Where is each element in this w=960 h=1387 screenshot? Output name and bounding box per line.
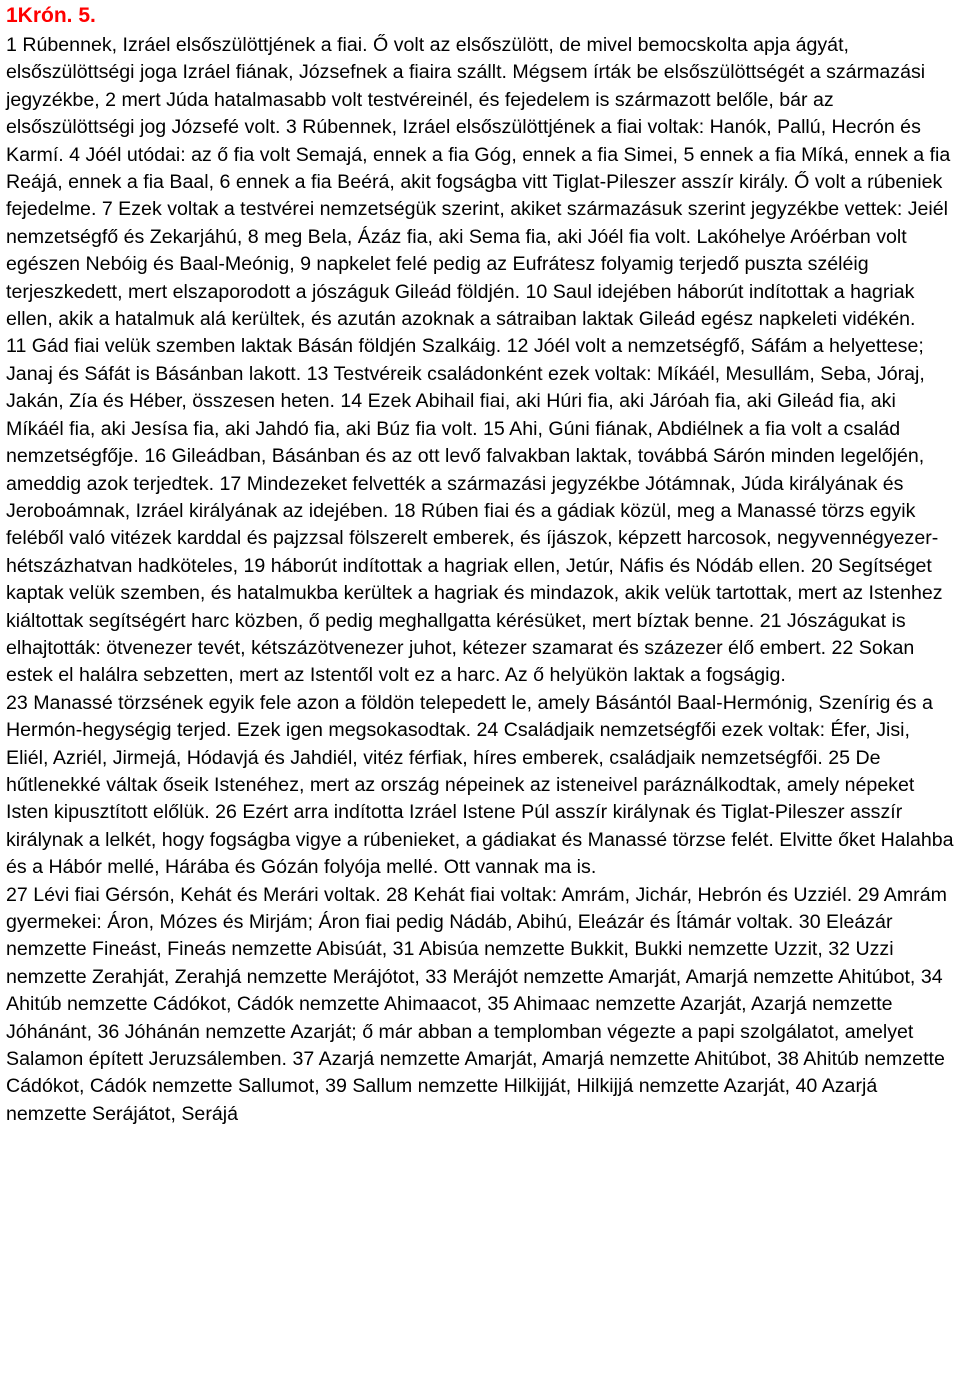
- paragraph-verses-1-10: 1 Rúbennek, Izráel elsőszülöttjének a fiai. Ő volt az elsőszülött, de mivel bemocskolta apja ágyát, elsőszülöttségi joga Izráel fiának, Józsefnek a fiaira szállt. Mégsem írták be elsőszülöttségét a származási jegyzékbe, 2 mert Júda hatalmasabb volt testvéreinél, és fejedelem is származott belőle, bár az elsőszülöttségi jog Józsefé volt. 3 Rúbennek, Izráel elsőszülöttjének a fiai voltak: Hanók, Pallú, Hecrón és Karmí. 4 Jóél utódai: az ő fia volt Semajá, ennek a fia Góg, ennek a fia Simei, 5 ennek a fia Míká, ennek a fia Reájá, ennek a fia Baal, 6 ennek a fia Beérá, akit fogságba vitt Tiglat-Pileszer asszír király. Ő volt a rúbeniek fejedelme. 7 Ezek voltak a testvérei nemzetségük szerint, akiket származásuk szerint jegyzékbe vettek: Jeiél nemzetségfő és Zekarjáhú, 8 meg Bela, Ázáz fia, aki Sema fia, aki Jóél fia volt. Lakóhelye Aróérban volt egészen Nebóig és Baal-Meónig, 9 napkelet felé pedig az Eufrátesz folyamig terjedő puszta széléig terjeszkedett, mert elszaporodott a jószáguk Gileád földjén. 10 Saul idejében háborút indítottak a hagriak ellen, akik a hatalmuk alá kerültek, és azután azoknak a sátraiban laktak Gileád egész napkeleti vidékén.: [6, 34, 951, 331]
- chapter-heading: 1Krón. 5.: [6, 4, 96, 27]
- paragraph-verses-27-40: 27 Lévi fiai Gérsón, Kehát és Merári voltak. 28 Kehát fiai voltak: Amrám, Jichár, Hebrón és Uzziél. 29 Amrám gyermekei: Áron, Mózes és Mirjám; Áron fiai pedig Nádáb, Abihú, Eleázár és Ítámár voltak. 30 Eleázár nemzette Fineást, Fineás nemzette Abisúát, 31 Abisúa nemzette Bukkit, Bukki nemzette Uzzit, 32 Uzzi nemzette Zerahját, Zerahjá nemzette Merájótot, 33 Merájót nemzette Amarját, Amarjá nemzette Ahitúbot, 34 Ahitúb nemzette Cádókot, Cádók nemzette Ahimaacot, 35 Ahimaac nemzette Azarját, Azarjá nemzette Jóhánánt, 36 Jóhánán nemzette Azarját; ő már abban a templomban végezte a papi szolgálatot, amelyet Salamon épített Jeruzsálemben. 37 Azarjá nemzette Amarját, Amarjá nemzette Ahitúbot, 38 Ahitúb nemzette Cádókot, Cádók nemzette Sallumot, 39 Sallum nemzette Hilkijját, Hilkijjá nemzette Azarját, 40 Azarjá nemzette Serájátot, Serájá: [6, 883, 947, 1125]
- document-page: [6, 0, 956, 1128]
- paragraph-verses-11-22: 11 Gád fiai velük szemben laktak Básán földjén Szalkáig. 12 Jóél volt a nemzetségfő, Sáfám a helyettese; Janaj és Sáfát is Básánban lakott. 13 Testvéreik családonként ezek voltak: Míkáél, Mesullám, Seba, Jóraj, Jakán, Zía és Héber, összesen heten. 14 Ezek Abihail fiai, aki Húri fia, aki Járóah fia, aki Gileád fia, aki Míkáél fia, aki Jesísa fia, aki Jahdó fia, aki Búz fia volt. 15 Ahi, Gúni fiának, Abdiélnek a fia volt a család nemzetségfője. 16 Gileádban, Básánban és az ott levő falvakban laktak, továbbá Sárón minden legelőjén, ameddig azok terjedtek. 17 Mindezeket felvették a származási jegyzékbe Jótámnak, Júda királyának és Jeroboámnak, Izráel királyának az idejében. 18 Rúben fiai és a gádiak közül, meg a Manassé törzs egyik feléből való vitézek karddal és pajzzsal fölszerelt emberek, és íjászok, képzett harcosok, negyvennégyezer-hétszázhatvan hadköteles, 19 háborút indítottak a hagriak ellen, Jetúr, Náfis és Nódáb ellen. 20 Segítséget kaptak velük szemben, és hatalmukba kerültek a hagriak és mindazok, akik velük tartottak, mert az Istenhez kiáltottak segítségért harc közben, ő pedig meghallgatta kérésüket, mert bíztak benne. 21 Jószágukat is elhajtották: ötvenezer tevét, kétszázötvenezer juhot, kétezer szamarat és százezer élő embert. 22 Sokan estek el halálra sebzetten, mert az Istentől volt ez a harc. Az ő helyükön laktak a fogságig.: [6, 335, 943, 687]
- scripture-text: [6, 29, 956, 1128]
- paragraph-verses-23-26: 23 Manassé törzsének egyik fele azon a földön telepedett le, amely Básántól Baal-Hermónig, Szenírig és a Hermón-hegységig terjed. Ezek igen megsokasodtak. 24 Családjaik nemzetségfői ezek voltak: Éfer, Jisi, Eliél, Azriél, Jirmejá, Hódavjá és Jahdiél, vitéz férfiak, híres emberek, családjaik nemzetségfői. 25 De hűtlenekké váltak őseik Istenéhez, mert az ország népeinek az isteneivel paráználkodtak, amely népeket Isten kipusztított előlük. 26 Ezért arra indította Izráel Istene Púl asszír királynak és Tiglat-Pileszer asszír királynak a lelkét, hogy fogságba vigye a rúbenieket, a gádiakat és Manassé törzse felét. Elvitte őket Halahba és a Hábór mellé, Hárába és Gózán folyója mellé. Ott vannak ma is.: [6, 691, 954, 879]
